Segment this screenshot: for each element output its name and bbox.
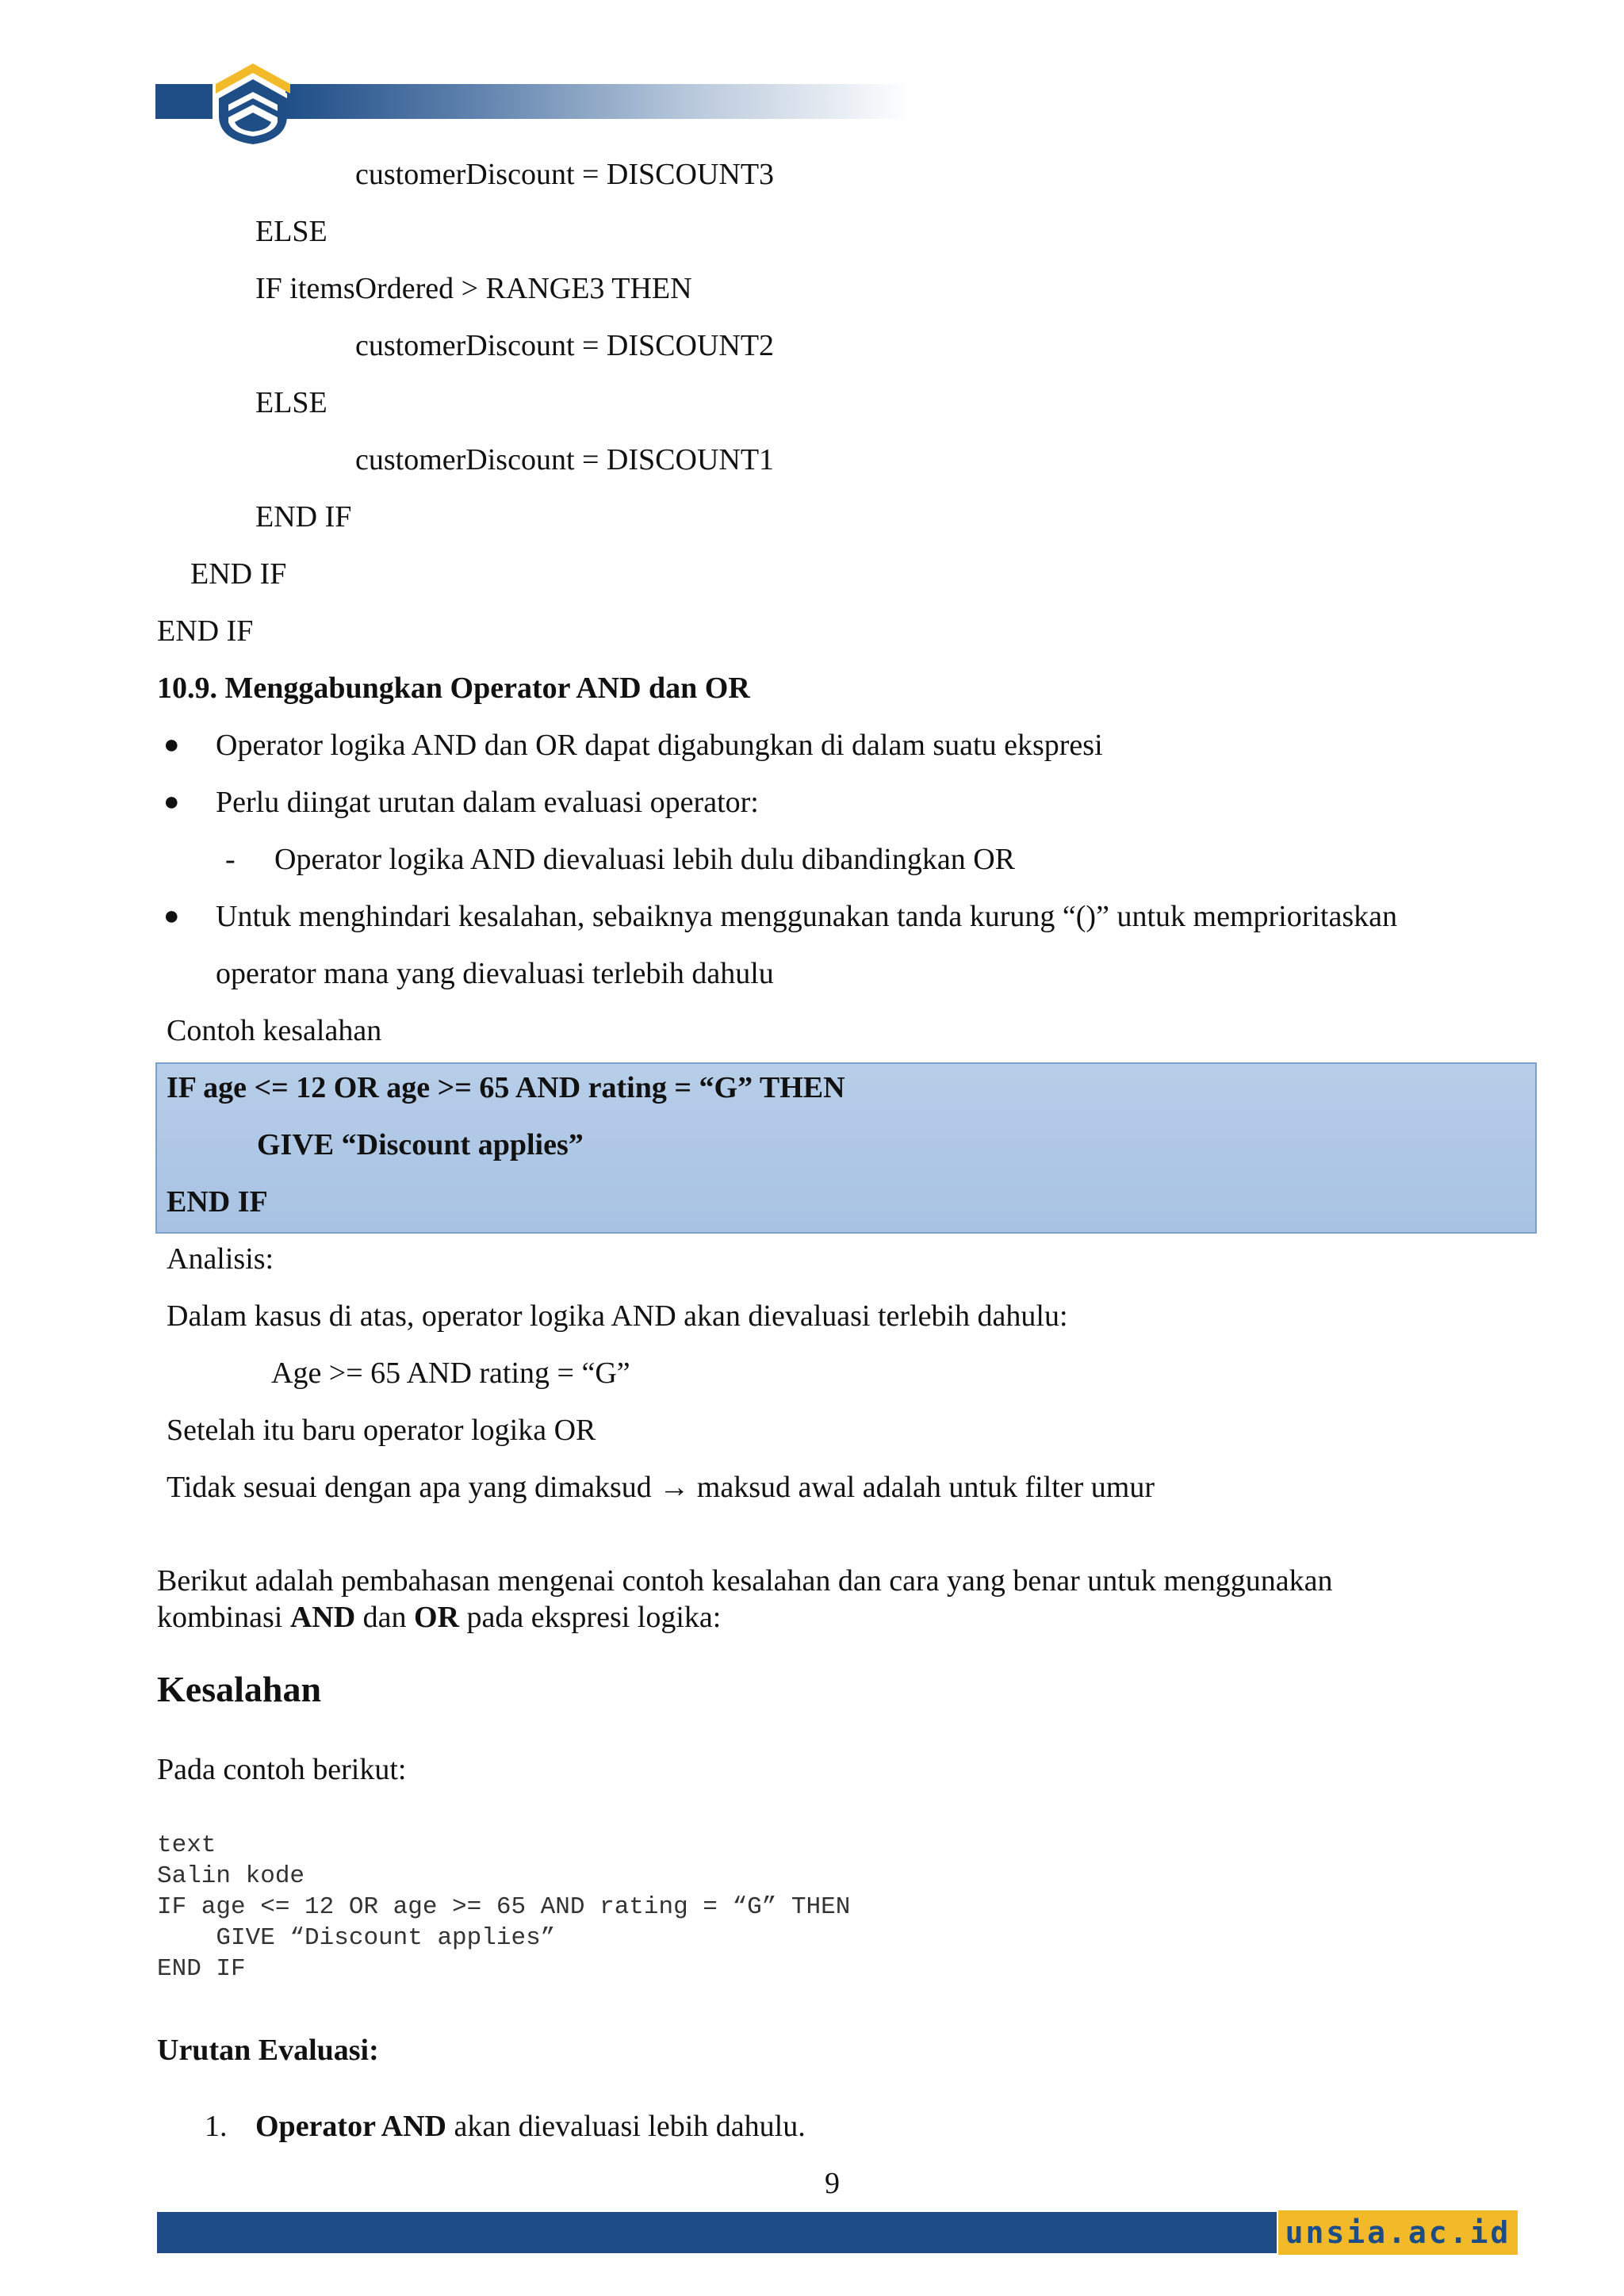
code-line: IF itemsOrdered > RANGE3 THEN bbox=[255, 272, 692, 305]
list-item-text: akan dievaluasi lebih dahulu. bbox=[446, 2110, 806, 2143]
sub-bullet-dash: - bbox=[225, 843, 236, 876]
code-block-line: GIVE “Discount applies” bbox=[157, 1924, 556, 1952]
analysis-text bbox=[167, 1470, 1155, 1505]
code-line: customerDiscount = DISCOUNT2 bbox=[355, 329, 775, 362]
bullet-dot: ● bbox=[163, 730, 180, 760]
list-item-number: 1. bbox=[205, 2110, 228, 2143]
intro-text: dan bbox=[355, 1601, 415, 1634]
code-line: ELSE bbox=[255, 215, 327, 248]
bullet-text-continued: operator mana yang dievaluasi terlebih dahulu bbox=[216, 957, 774, 990]
code-line: ELSE bbox=[255, 386, 327, 419]
code-line: customerDiscount = DISCOUNT1 bbox=[355, 443, 775, 476]
urutan-heading: Urutan Evaluasi: bbox=[157, 2034, 379, 2067]
header-blue-block bbox=[155, 84, 213, 119]
footer-url: unsia.ac.id bbox=[1278, 2210, 1518, 2255]
page-number: 9 bbox=[825, 2167, 840, 2200]
kesalahan-text: Pada contoh berikut: bbox=[157, 1753, 407, 1786]
arrow-right-icon: → bbox=[659, 1471, 690, 1504]
intro-paragraph-line bbox=[157, 1600, 721, 1635]
intro-text: kombinasi bbox=[157, 1601, 290, 1634]
intro-bold: OR bbox=[414, 1601, 460, 1634]
copy-code-button[interactable]: Salin kode bbox=[157, 1862, 305, 1890]
header-gradient-bar bbox=[285, 84, 912, 119]
footer-bar bbox=[157, 2212, 1277, 2253]
intro-text: pada ekspresi logika: bbox=[459, 1601, 722, 1634]
code-line: END IF bbox=[157, 614, 254, 648]
kesalahan-heading: Kesalahan bbox=[157, 1669, 322, 1709]
example-code-line: IF age <= 12 OR age >= 65 AND rating = “G” THEN bbox=[167, 1071, 845, 1104]
bullet-text: Operator logika AND dan OR dapat digabungkan di dalam suatu ekspresi bbox=[216, 729, 1103, 762]
intro-paragraph-line: Berikut adalah pembahasan mengenai contoh kesalahan dan cara yang benar untuk menggunakan bbox=[157, 1564, 1333, 1598]
sub-bullet-text: Operator logika AND dievaluasi lebih dulu dibandingkan OR bbox=[274, 843, 1015, 876]
list-item-bold: Operator AND bbox=[255, 2110, 446, 2143]
list-item bbox=[255, 2109, 806, 2144]
code-block-line: END IF bbox=[157, 1955, 246, 1983]
analysis-label: Analisis: bbox=[167, 1242, 274, 1276]
code-line: customerDiscount = DISCOUNT3 bbox=[355, 158, 775, 191]
example-label: Contoh kesalahan bbox=[167, 1014, 382, 1047]
bullet-text: Perlu diingat urutan dalam evaluasi operator: bbox=[216, 786, 759, 819]
example-code-line: END IF bbox=[167, 1185, 268, 1219]
analysis-text-part: Tidak sesuai dengan apa yang dimaksud bbox=[167, 1471, 652, 1504]
example-code-line: GIVE “Discount applies” bbox=[257, 1128, 584, 1161]
section-heading: 10.9. Menggabungkan Operator AND dan OR bbox=[157, 672, 750, 705]
analysis-text: Setelah itu baru operator logika OR bbox=[167, 1414, 596, 1447]
analysis-text-part: maksud awal adalah untuk filter umur bbox=[696, 1471, 1155, 1504]
code-block-line: IF age <= 12 OR age >= 65 AND rating = “G” THEN bbox=[157, 1893, 851, 1921]
bullet-text: Untuk menghindari kesalahan, sebaiknya menggunakan tanda kurung “()” untuk memprioritaskan bbox=[216, 900, 1397, 933]
analysis-expression: Age >= 65 AND rating = “G” bbox=[271, 1357, 630, 1390]
bullet-dot: ● bbox=[163, 901, 180, 931]
bullet-dot: ● bbox=[163, 787, 180, 817]
intro-bold: AND bbox=[289, 1601, 356, 1634]
code-line: END IF bbox=[255, 500, 352, 534]
code-lang-label: text bbox=[157, 1831, 216, 1859]
analysis-text: Dalam kasus di atas, operator logika AND akan dievaluasi terlebih dahulu: bbox=[167, 1299, 1068, 1333]
unsia-logo-icon bbox=[211, 60, 295, 147]
code-line: END IF bbox=[190, 557, 287, 591]
